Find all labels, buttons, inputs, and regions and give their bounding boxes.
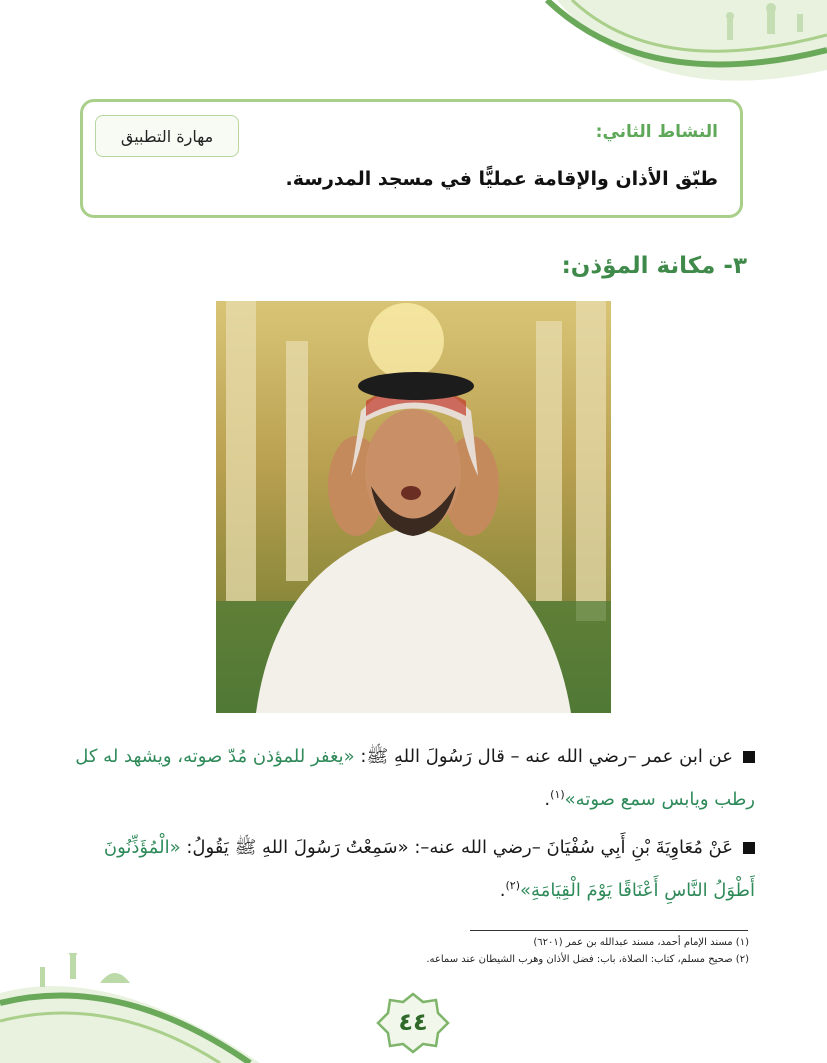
hadith-2-end: . — [499, 880, 506, 901]
mosque-arch-ornament-icon — [527, 0, 827, 110]
muezzin-illustration — [216, 301, 611, 713]
footnote-2: (٢) صحيح مسلم، كتاب: الصلاة، باب: فضل الأذان وهرب الشيطان عند سماعه. — [426, 954, 749, 965]
page-number: ٤٤ — [398, 1008, 428, 1036]
footnote-ref-2: (٢) — [505, 879, 521, 892]
footnote-1: (١) مسند الإمام أحمد، مسند عبدالله بن عمر (٦٢٠١) — [533, 937, 749, 948]
mosque-skyline-ornament-icon — [0, 953, 260, 1063]
skill-tag: مهارة التطبيق — [95, 115, 239, 157]
muezzin-photo — [216, 301, 611, 713]
hadith-1-quote: «يغفر للمؤذن مُدّ صوته، ويشهد له كل رطب ويابس سمع صوته» — [75, 746, 755, 810]
activity-title: النشاط الثاني: — [595, 122, 718, 142]
hadith-paragraph-2 — [65, 829, 755, 910]
hadith-2-intro: عَنْ مُعَاوِيَةَ بْنِ أَبِي سُفْيَانَ –رضي الله عنه–: «سَمِعْتُ رَسُولَ اللهِ ﷺ يَقُولُ: — [180, 837, 733, 858]
hadith-2-quote: «الْمُؤَذِّنُونَ أَطْوَلُ النَّاسِ أَعْنَاقًا يَوْمَ الْقِيَامَةِ» — [103, 837, 755, 901]
activity-box — [80, 99, 743, 218]
bullet-icon — [743, 751, 755, 763]
hadith-1-end: . — [544, 789, 551, 810]
bullet-icon — [743, 842, 755, 854]
section-heading: ٣- مكانة المؤذن: — [561, 253, 747, 279]
footnote-divider — [470, 930, 748, 931]
hadith-paragraph-1 — [65, 738, 755, 819]
activity-instruction: طبّق الأذان والإقامة عمليًّا في مسجد المدرسة. — [285, 168, 718, 190]
hadith-1-intro: عن ابن عمر –رضي الله عنه – قال رَسُولَ اللهِ ﷺ: — [354, 746, 733, 767]
footnote-ref-1: (١) — [550, 788, 565, 801]
